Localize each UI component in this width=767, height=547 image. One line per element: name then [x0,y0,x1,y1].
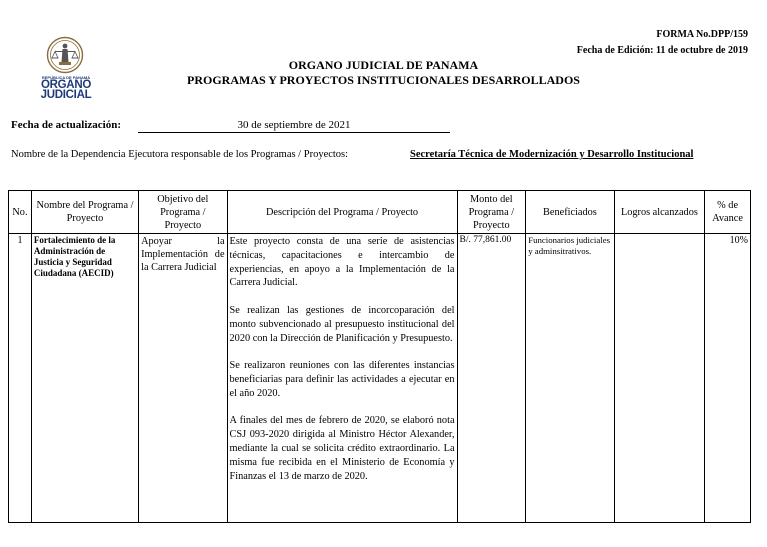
row-progress: 10% [705,234,751,523]
description-paragraph: Este proyecto consta de una serie de asistencias técnicas, capacitaciones e intercambio de experiencias, en apoyo a la Implementación de la Carrera Judicial. [229,236,455,289]
header-achievements: Logros alcanzados [614,191,705,234]
header-progress: % de Avance [705,191,751,234]
row-beneficiaries: Funcionarios judiciales y adminsitrativos. [526,234,614,523]
row-achievements [614,234,705,523]
logo-small-text: REPÚBLICA DE PANAMÁ [41,75,91,80]
table-header-row [9,191,751,234]
header-amount: Monto del Programa / Proyecto [457,191,526,234]
dependency-value: Secretaría Técnica de Modernización y Desarrollo Institucional [410,149,694,160]
document-subtitle: PROGRAMAS Y PROYECTOS INSTITUCIONALES DESARROLLADOS [187,73,580,87]
programs-table [8,190,751,523]
description-paragraph: A finales del mes de febrero de 2020, se elaboró nota CSJ 093-2020 dirigida al Ministro Héctor Alexander, mediante la cual se solicita crédito extraordinario. La misma fue recibida en el Ministerio de Economía y Finanzas el 13 de marzo de 2020. [229,415,455,482]
table-row [9,234,751,523]
row-program-name: Fortalecimiento de la Administración de Justicia y Seguridad Ciudadana (AECID) [31,234,138,523]
logo-word-judicial: JUDICIAL [40,89,92,101]
header-description: Descripción del Programa / Proyecto [227,191,457,234]
document-title: ORGANO JUDICIAL DE PANAMA [288,58,479,72]
logo-word-organo: ORGANO [41,79,91,91]
header-no: No. [9,191,32,234]
row-description [227,234,457,523]
row-amount: B/. 77,861.00 [457,234,526,523]
edition-date: Fecha de Edición: 11 de octubre de 2019 [576,45,748,56]
header-name: Nombre del Programa / Proyecto [31,191,138,234]
row-objective: Apoyar la Implementación de la Carrera Judicial [139,234,227,523]
row-number: 1 [9,234,32,523]
dependency-label: Nombre de la Dependencia Ejecutora responsable de los Programas / Proyectos: [11,149,349,160]
header-beneficiaries: Beneficiados [526,191,614,234]
form-number: FORMA No.DPP/159 [656,29,748,40]
update-date-label: Fecha de actualización: [11,119,121,131]
header-objective: Objetivo del Programa / Proyecto [139,191,227,234]
description-paragraph: Se realizan las gestiones de incorcoparación del monto subvencionado al presupuesto institucional del 2020 con la Dirección de Planificación y Presupuesto. [229,304,455,344]
description-paragraph: Se realizaron reuniones con las diferentes instancias beneficiarias para definir las actividades a ejecutar en el año 2020. [229,360,455,399]
update-date-value: 30 de septiembre de 2021 [138,119,450,133]
